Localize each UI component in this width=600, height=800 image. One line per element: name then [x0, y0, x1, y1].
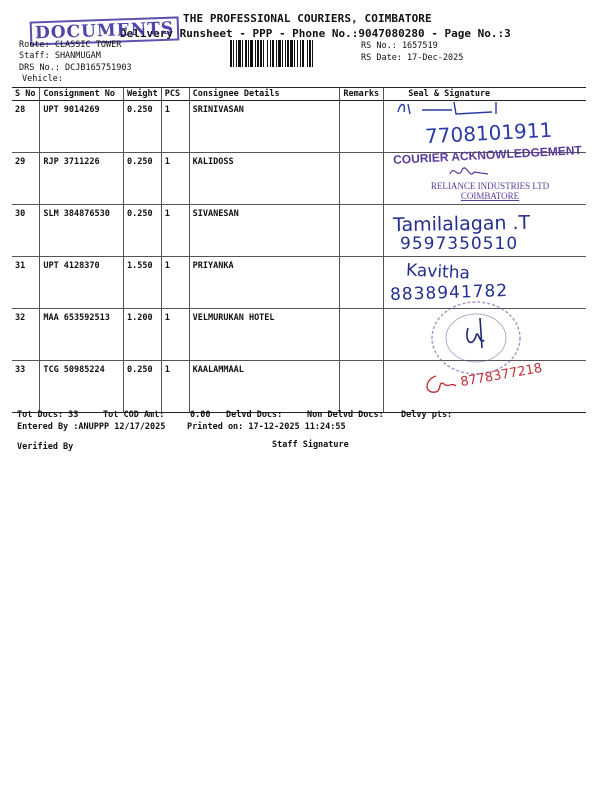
handwritten-phone-33: 8778377218 — [459, 360, 544, 391]
cell-remarks — [340, 257, 384, 309]
cell-consignment: SLM 384876530 — [40, 205, 124, 257]
cell-consignee: KAALAMMAAL — [189, 361, 340, 413]
cell-consignee: KALIDOSS — [189, 153, 340, 205]
rs-number: RS No.: 1657519 — [361, 41, 438, 51]
cell-pcs: 1 — [161, 153, 189, 205]
drs-number: DRS No.: DCJB165751903 — [19, 63, 132, 73]
courier-ack-stamp: COURIER ACKNOWLEDGEMENT — [392, 143, 583, 167]
rs-date: RS Date: 17-Dec-2025 — [361, 53, 464, 63]
reliance-stamp-company: RELIANCE INDUSTRIES LTD — [430, 181, 550, 191]
ack-initials-icon — [448, 162, 498, 182]
cell-consignment: TCG 50985224 — [40, 361, 124, 413]
col-header-consignment: Consignment No — [40, 88, 124, 101]
cell-weight: 1.550 — [124, 257, 162, 309]
delivery-points: Delvy pts: — [401, 410, 453, 420]
cell-pcs: 1 — [161, 309, 189, 361]
company-title: THE PROFESSIONAL COURIERS, COIMBATORE — [183, 12, 432, 25]
cell-remarks — [340, 361, 384, 413]
cell-consignee: SRINIVASAN — [189, 101, 340, 153]
cell-consignment: MAA 653592513 — [40, 309, 124, 361]
cell-weight: 0.250 — [124, 361, 162, 413]
col-header-sno: S No — [12, 88, 40, 101]
cell-sno: 32 — [12, 309, 40, 361]
cell-remarks — [340, 153, 384, 205]
total-docs: Tot Docs: 33 — [17, 410, 79, 420]
handwritten-phone-30: 9597350510 — [400, 234, 519, 254]
col-header-weight: Weight — [124, 88, 162, 101]
col-header-consignee: Consignee Details — [189, 88, 340, 101]
vehicle-label: Vehicle: — [22, 74, 63, 84]
col-header-pcs: PCS — [161, 88, 189, 101]
cell-remarks — [340, 309, 384, 361]
cell-weight: 1.200 — [124, 309, 162, 361]
runsheet-title: Delivery Runsheet - PPP - Phone No.:9047080280 - Page No.:3 — [120, 27, 511, 40]
cell-sno: 28 — [12, 101, 40, 153]
cell-remarks — [340, 205, 384, 257]
delivered-docs: Delvd Docs: — [226, 410, 283, 420]
cell-pcs: 1 — [161, 257, 189, 309]
cell-consignment: UPT 4128370 — [40, 257, 124, 309]
total-cod-amount: Tot COD Amt: 0.00 — [103, 410, 211, 420]
handwritten-name-30: Tamilalagan .T — [392, 211, 531, 237]
cell-sno: 30 — [12, 205, 40, 257]
cell-pcs: 1 — [161, 205, 189, 257]
route-label: Route: CLASSIC TOWER — [19, 40, 122, 50]
non-delivered-docs: Non Delvd Docs: — [307, 410, 384, 420]
handwritten-phone-28: 7708101911 — [424, 117, 553, 149]
entered-by: Entered By :ANUPPP 12/17/2025 — [17, 422, 166, 432]
cell-remarks — [340, 101, 384, 153]
col-header-remarks: Remarks — [340, 88, 384, 101]
staff-signature: Staff Signature — [272, 440, 349, 450]
cell-sno: 29 — [12, 153, 40, 205]
cell-consignee: PRIYANKA — [189, 257, 340, 309]
cell-sno: 31 — [12, 257, 40, 309]
signature-scribble-28 — [392, 98, 532, 120]
cell-consignment: RJP 3711226 — [40, 153, 124, 205]
cell-consignment: UPT 9014269 — [40, 101, 124, 153]
cell-sno: 33 — [12, 361, 40, 413]
cell-weight: 0.250 — [124, 153, 162, 205]
printed-on: Printed on: 17-12-2025 11:24:55 — [187, 422, 346, 432]
cell-consignee: SIVANESAN — [189, 205, 340, 257]
cell-pcs: 1 — [161, 101, 189, 153]
handwritten-name-31: Kavitha — [405, 260, 471, 284]
cell-weight: 0.250 — [124, 205, 162, 257]
cell-consignee: VELMURUKAN HOTEL — [189, 309, 340, 361]
barcode-icon — [230, 40, 354, 67]
documents-stamp: DOCUMENTS — [30, 16, 180, 45]
col-header-seal: Seal & Signature — [384, 88, 586, 101]
reliance-stamp-city: COIMBATORE — [460, 191, 520, 201]
handwritten-phone-31: 8838941782 — [389, 280, 509, 306]
cell-pcs: 1 — [161, 361, 189, 413]
staff-label: Staff: SHANMUGAM — [19, 51, 101, 61]
cell-weight: 0.250 — [124, 101, 162, 153]
verified-by: Verified By — [17, 442, 74, 452]
